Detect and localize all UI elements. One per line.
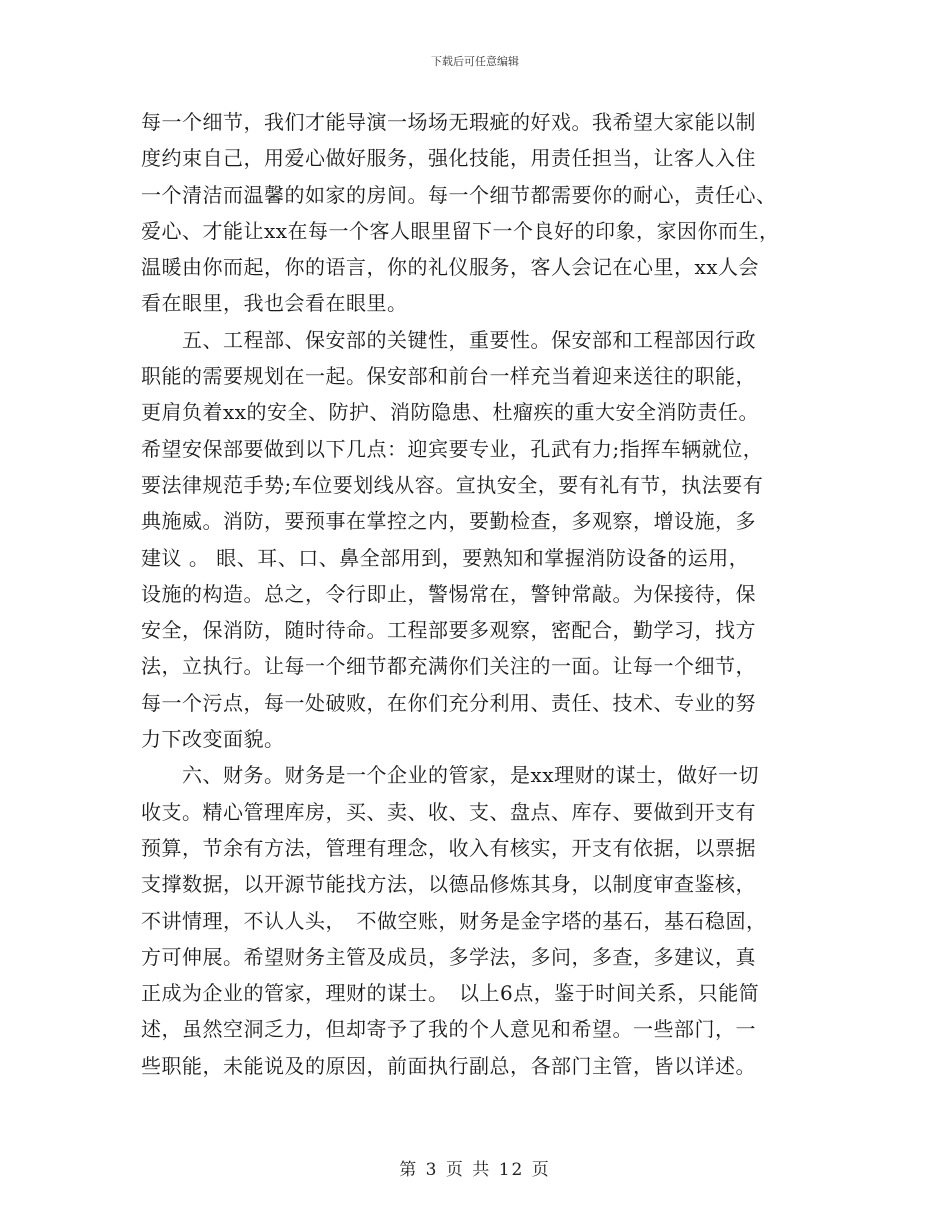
page-number: 第 3 页 共 12 页 — [399, 1160, 551, 1180]
text-line: 六、财务。财务是一个企业的管家，是xx理财的谋士，做好一切 — [141, 763, 760, 788]
text-line: 每一个污点，每一处破败，在你们充分利用、责任、技术、专业的努 — [141, 690, 756, 715]
text-line: 要法律规范手势;车位要划线从容。宣执安全，要有礼有节，执法要有 — [141, 472, 764, 497]
text-line: 更肩负着xx的安全、防护、消防隐患、杜瘤疾的重大安全消防责任。 — [141, 400, 760, 425]
text-line: 看在眼里，我也会看在眼里。 — [141, 291, 408, 316]
text-line: 职能的需要规划在一起。保安部和前台一样充当着迎来送往的职能， — [141, 364, 756, 389]
text-line: 不讲情理，不认人头， 不做空账，财务是金字塔的基石，基石稳固， — [141, 908, 767, 933]
text-line: 述，虽然空洞乏力，但却寄予了我的个人意见和希望。一些部门，一 — [141, 1017, 756, 1042]
text-line: 力下改变面貌。 — [141, 727, 285, 752]
text-line: 设施的构造。总之，令行即止，警惕常在，警钟常敲。为保接待，保 — [141, 581, 756, 606]
text-line: 些职能，未能说及的原因，前面执行副总，各部门主管，皆以详述。 — [141, 1053, 756, 1078]
text-line: 典施威。消防，要预事在掌控之内，要勤检查，多观察，增设施，多 — [141, 509, 756, 534]
text-line: 爱心、才能让xx在每一个客人眼里留下一个良好的印象，家因你而生， — [141, 218, 780, 243]
text-line: 安全，保消防，随时待命。工程部要多观察，密配合，勤学习，找方 — [141, 618, 756, 643]
text-line: 一个清洁而温馨的如家的房间。每一个细节都需要你的耐心，责任心、 — [141, 182, 777, 207]
text-line: 法，立执行。让每一个细节都充满你们关注的一面。让每一个细节， — [141, 654, 756, 679]
text-line: 温暖由你而起，你的语言，你的礼仪服务，客人会记在心里，xx人会 — [141, 255, 760, 280]
document-body — [141, 104, 816, 1084]
text-line: 支撑数据，以开源节能找方法，以德品修炼其身，以制度审查鉴核， — [141, 872, 756, 897]
text-line: 方可伸展。希望财务主管及成员，多学法，多问，多查，多建议，真 — [141, 944, 756, 969]
text-line: 五、工程部、保安部的关键性，重要性。保安部和工程部因行政 — [141, 327, 756, 352]
text-line: 收支。精心管理库房，买、卖、收、支、盘点、库存、要做到开支有 — [141, 799, 756, 824]
header-note: 下载后可任意编辑 — [431, 55, 519, 68]
text-line: 建议 。 眼、耳、口、鼻全部用到，要熟知和掌握消防设备的运用， — [141, 545, 750, 570]
text-line: 度约束自己，用爱心做好服务，强化技能，用责任担当，让客人入住 — [141, 146, 756, 171]
text-line: 正成为企业的管家，理财的谋士。 以上6点，鉴于时间关系，只能简 — [141, 981, 760, 1006]
text-line: 希望安保部要做到以下几点：迎宾要专业，孔武有力;指挥车辆就位， — [141, 436, 764, 461]
text-line: 每一个细节，我们才能导演一场场无瑕疵的好戏。我希望大家能以制 — [141, 110, 756, 134]
text-line: 预算，节余有方法，管理有理念，收入有核实，开支有依据，以票据 — [141, 835, 756, 860]
